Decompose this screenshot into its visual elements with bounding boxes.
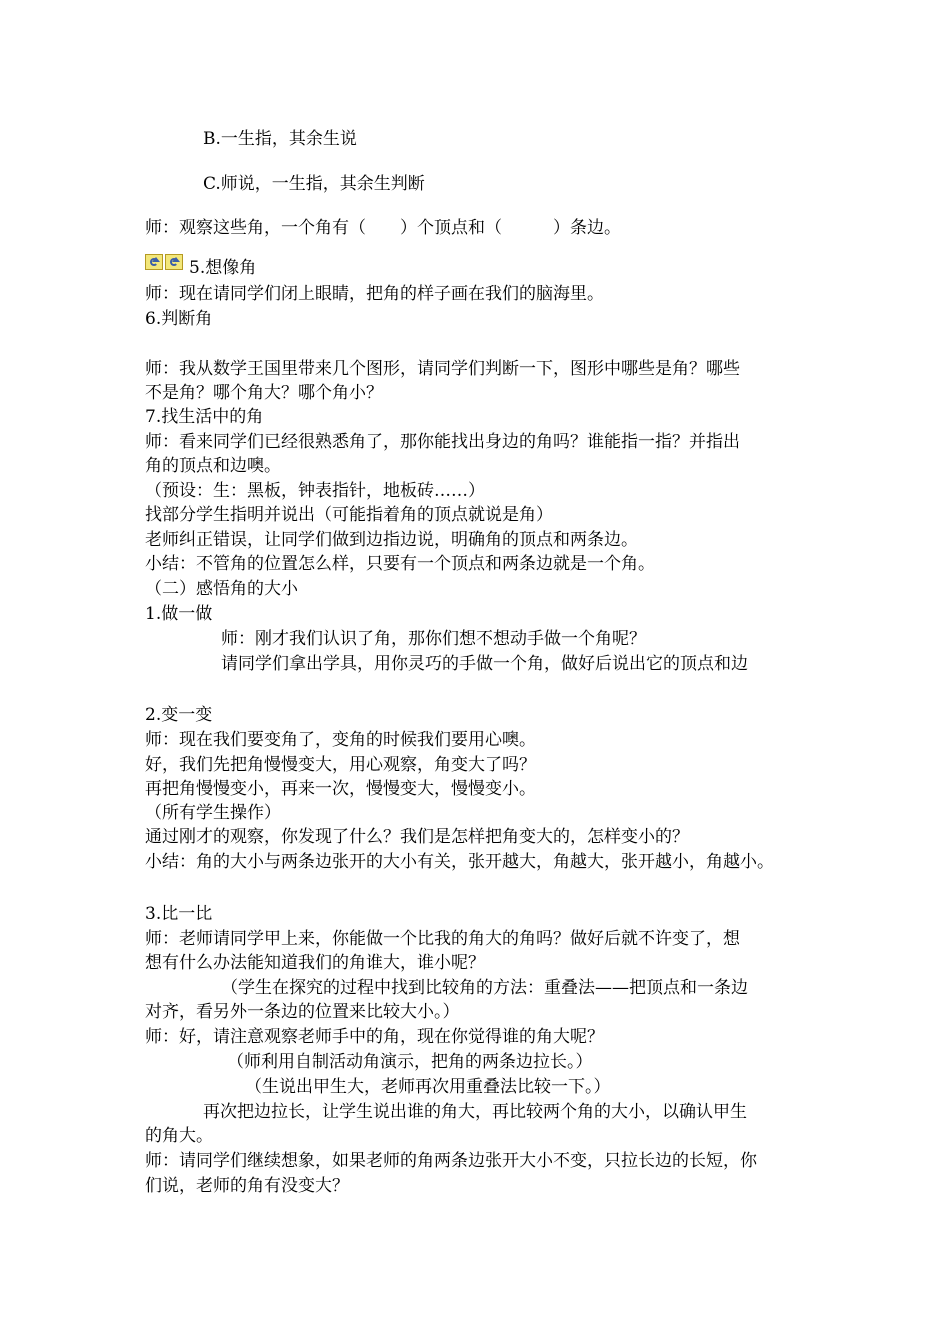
text-line: 小结：角的大小与两条边张开的大小有关，张开越大，角越大，张开越小，角越小。 xyxy=(145,852,774,872)
text-line: 师：我从数学王国里带来几个图形，请同学们判断一下，图形中哪些是角？哪些 xyxy=(145,359,740,379)
text-line: 师：看来同学们已经很熟悉角了，那你能找出身边的角吗？谁能指一指？并指出 xyxy=(145,432,740,452)
text-line: 师：老师请同学甲上来，你能做一个比我的角大的角吗？做好后就不许变了，想 xyxy=(145,929,740,949)
text-line: 师：现在请同学们闭上眼睛，把角的样子画在我们的脑海里。 xyxy=(145,284,604,304)
pencil-icon xyxy=(165,254,183,270)
text-line: 师：好，请注意观察老师手中的角，现在你觉得谁的角大呢？ xyxy=(145,1027,604,1047)
text-line: 找部分学生指明并说出（可能指着角的顶点就说是角） xyxy=(145,505,553,525)
text-line: （师利用自制活动角演示，把角的两条边拉长。） xyxy=(227,1052,593,1072)
section-heading: 2.变一变 xyxy=(145,705,213,725)
section-heading: 5.想像角 xyxy=(189,258,257,278)
pencil-icon xyxy=(145,254,163,270)
text-line: 师：刚才我们认识了角，那你们想不想动手做一个角呢？ xyxy=(221,629,646,649)
section-heading: （二）感悟角的大小 xyxy=(145,579,298,599)
text-line: 再次把边拉长，让学生说出谁的角大，再比较两个角的大小，以确认甲生 xyxy=(203,1102,747,1122)
text-line: （预设：生：黑板，钟表指针，地板砖……） xyxy=(145,481,485,501)
text-line: 通过刚才的观察，你发现了什么？我们是怎样把角变大的，怎样变小的？ xyxy=(145,827,689,847)
text-line: 老师纠正错误，让同学们做到边指边说，明确角的顶点和两条边。 xyxy=(145,530,638,550)
text-line: 的角大。 xyxy=(145,1126,213,1146)
section-heading: 7.找生活中的角 xyxy=(145,407,264,427)
toolbar-icons xyxy=(145,254,183,270)
section-heading: 1.做一做 xyxy=(145,604,213,624)
text-line: C.师说，一生指，其余生判断 xyxy=(203,174,425,194)
section-heading: 3.比一比 xyxy=(145,904,213,924)
text-line: （生说出甲生大，老师再次用重叠法比较一下。） xyxy=(245,1077,611,1097)
text-line: 师：请同学们继续想象，如果老师的角两条边张开大小不变，只拉长边的长短，你 xyxy=(145,1151,757,1171)
text-line: 小结：不管角的位置怎么样，只要有一个顶点和两条边就是一个角。 xyxy=(145,554,655,574)
text-line: 不是角？哪个角大？哪个角小？ xyxy=(145,383,383,403)
text-line: 师：现在我们要变角了，变角的时候我们要用心噢。 xyxy=(145,730,536,750)
text-line: 师：观察这些角，一个角有（ ）个顶点和（ ）条边。 xyxy=(145,218,621,238)
text-line: 对齐，看另外一条边的位置来比较大小。） xyxy=(145,1002,460,1022)
text-line: 想有什么办法能知道我们的角谁大，谁小呢？ xyxy=(145,953,485,973)
text-line: 请同学们拿出学具，用你灵巧的手做一个角，做好后说出它的顶点和边 xyxy=(221,654,748,674)
text-line: 好，我们先把角慢慢变大，用心观察，角变大了吗？ xyxy=(145,755,536,775)
text-line: B.一生指，其余生说 xyxy=(203,129,357,149)
text-line: （学生在探究的过程中找到比较角的方法：重叠法——把顶点和一条边 xyxy=(221,978,748,998)
text-line: 角的顶点和边噢。 xyxy=(145,456,281,476)
text-line: 们说，老师的角有没变大？ xyxy=(145,1176,349,1196)
text-line: 再把角慢慢变小，再来一次，慢慢变大，慢慢变小。 xyxy=(145,779,536,799)
section-heading: 6.判断角 xyxy=(145,309,213,329)
text-line: （所有学生操作） xyxy=(145,803,281,823)
